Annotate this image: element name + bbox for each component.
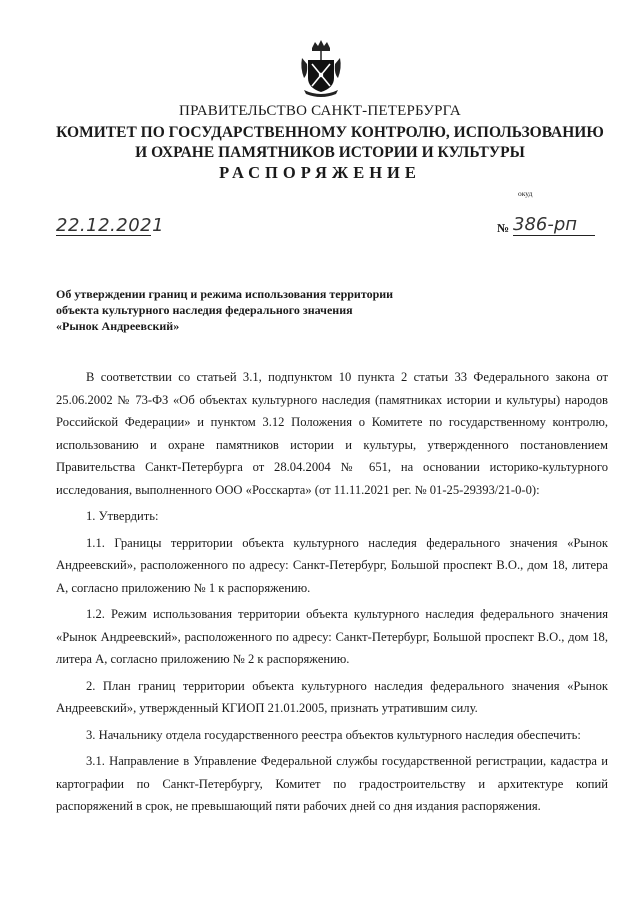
document-body xyxy=(56,366,608,822)
item-1-2: 1.2. Режим использования территории объекта культурного наследия федерального значения «Рынок Андреевский», расположенного по адресу: Санкт-Петербург, Большой проспект В.О., дом 18, литера А, согласно приложению № 2 к распоряжению. xyxy=(56,607,608,666)
subject-line-3: «Рынок Андреевский» xyxy=(56,319,180,333)
item-1: 1. Утвердить: xyxy=(86,509,159,523)
committee-name-line-2: И ОХРАНЕ ПАМЯТНИКОВ ИСТОРИИ И КУЛЬТУРЫ xyxy=(135,144,525,161)
document-subject xyxy=(56,286,476,334)
okud-label: окуд xyxy=(518,189,533,198)
subject-line-1: Об утверждении границ и режима использования территории xyxy=(56,287,394,301)
item-1-1: 1.1. Границы территории объекта культурного наследия федерального значения «Рынок Андреевский», расположенного по адресу: Санкт-Петербург, Большой проспект В.О., дом 18, литера А, согласно приложению № 1 к распоряжению. xyxy=(56,535,608,595)
st-petersburg-coat-of-arms-icon xyxy=(298,38,344,98)
number-prefix: № xyxy=(497,221,510,235)
committee-name-line-1: КОМИТЕТ ПО ГОСУДАРСТВЕННОМУ КОНТРОЛЮ, ИСПОЛЬЗОВАНИЮ xyxy=(56,124,604,141)
document-date: 22.12.2021 xyxy=(56,215,165,236)
item-3: 3. Начальнику отдела государственного реестра объектов культурного наследия обеспечить: xyxy=(86,727,581,742)
date-underline xyxy=(56,235,151,236)
preamble-paragraph: В соответствии со статьей 3.1, подпунктом 10 пункта 2 статьи 33 Федерального закона от 25.06.2002 № 73-ФЗ «Об объектах культурного наследия (памятниках истории и культуры) народов Российской Федерации» и пунктом 3.12 Положения о Комитете по государственному контролю, использованию и охране памятников истории и культуры, утвержденного постановлением Правительства Санкт-Петербурга от 28.04.2004 № 651, на основании историко-культурного исследования, выполненного ООО «Росскарта» (от 11.11.2021 рег. № 01-25-29393/21-0-0): xyxy=(56,370,608,497)
item-3-1: 3.1. Направление в Управление Федеральной службы государственной регистрации, кадастра и картографии по Санкт-Петербургу, Комитет по градостроительству и архитектуре копий распоряжений в срок, не превышающий пяти рабочих дней со дня издания распоряжения. xyxy=(56,754,608,813)
document-type-title: РАСПОРЯЖЕНИЕ xyxy=(219,163,421,182)
government-name: ПРАВИТЕЛЬСТВО САНКТ-ПЕТЕРБУРГА xyxy=(179,103,461,119)
document-number: 386-рп xyxy=(513,214,578,235)
number-underline xyxy=(513,235,595,236)
subject-line-2: объекта культурного наследия федерального значения xyxy=(56,303,353,317)
item-2: 2. План границ территории объекта культурного наследия федерального значения «Рынок Андреевский», утвержденный КГИОП 21.01.2005, признать утратившим силу. xyxy=(56,678,608,715)
committee-name xyxy=(40,123,620,163)
